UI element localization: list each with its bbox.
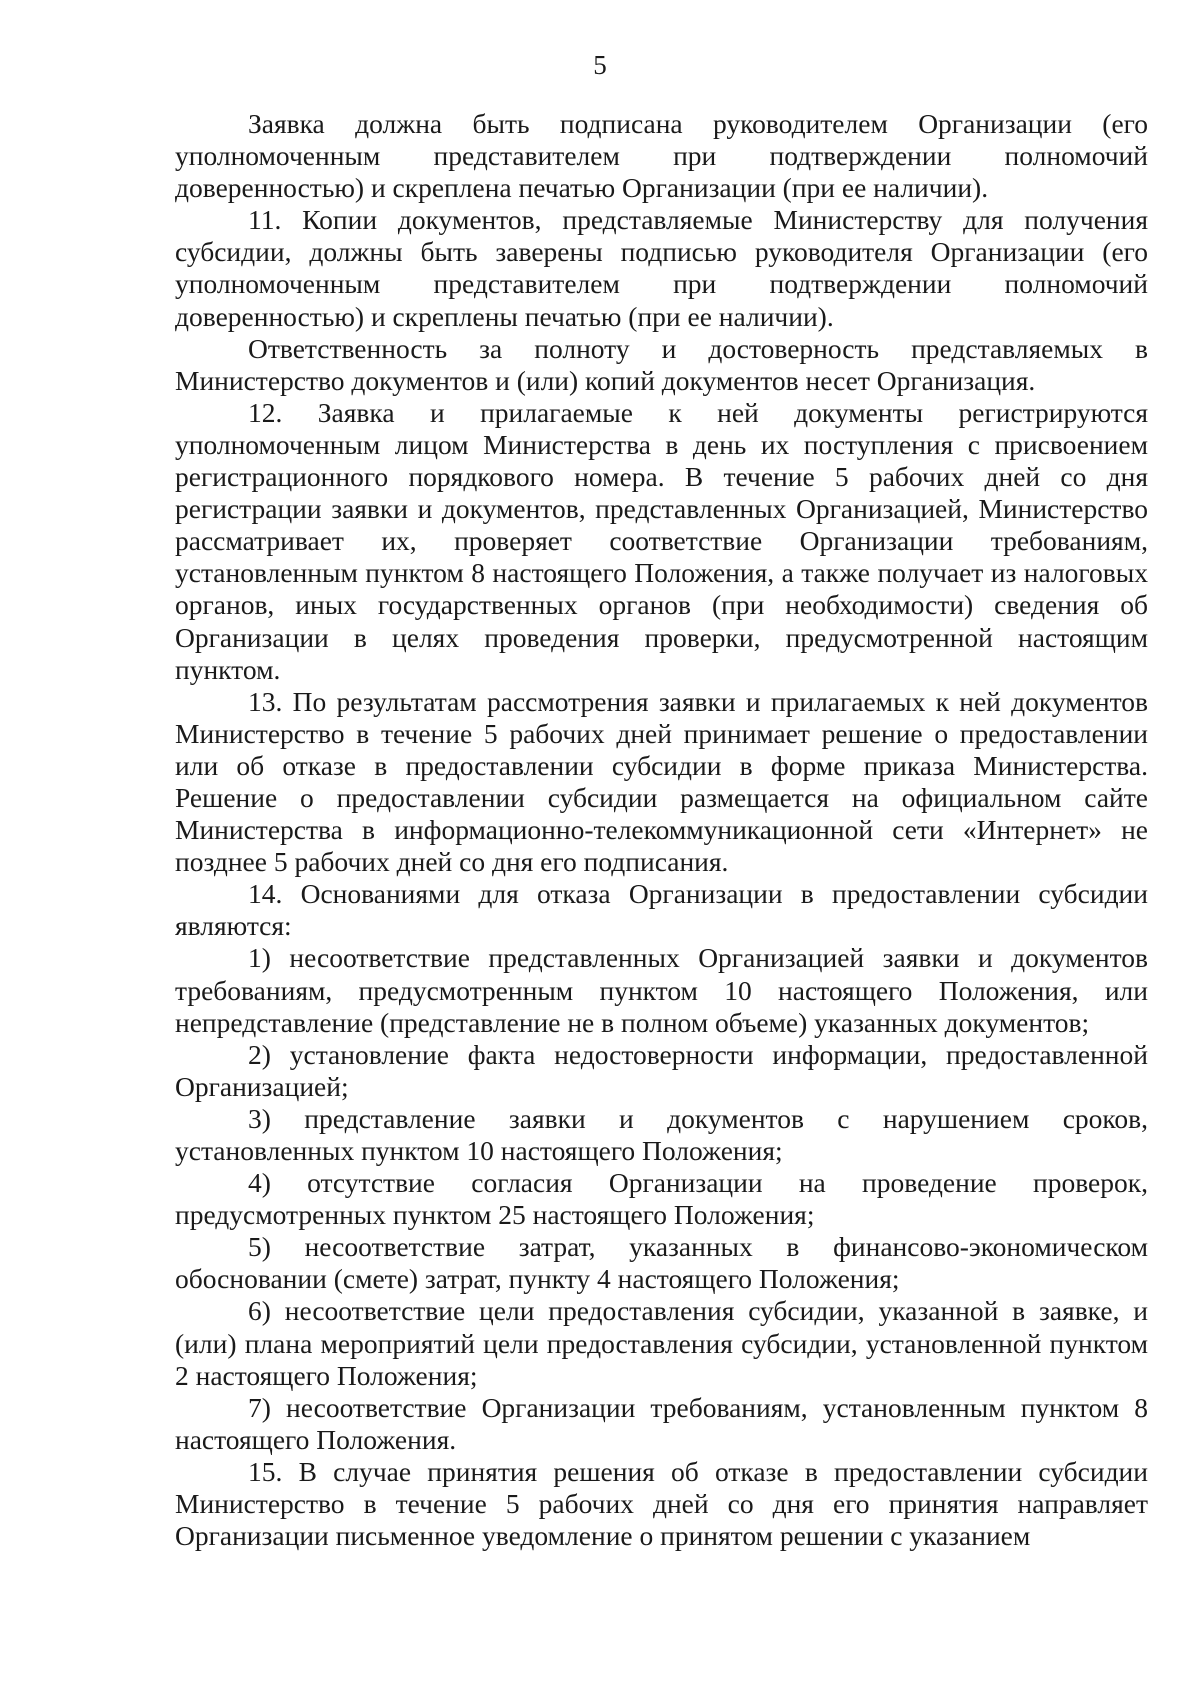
refusal-reason-5: 5) несоответствие затрат, указанных в финансово-экономическом обосновании (смете) затрат, пункту 4 настоящего Положения; — [175, 1231, 1148, 1295]
paragraph-responsibility: Ответственность за полноту и достоверность представляемых в Министерство документов и (или) копий документов несет Организация. — [175, 332, 1148, 396]
paragraph-11: 11. Копии документов, представляемые Министерству для получения субсидии, должны быть заверены подписью руководителя Организации (его уполномоченным представителем при подтверждении полномочий доверенностью) и скреплены печатью (при ее наличии). — [175, 204, 1148, 332]
refusal-reason-2: 2) установление факта недостоверности информации, предоставленной Организацией; — [175, 1038, 1148, 1102]
refusal-reason-3: 3) представление заявки и документов с нарушением сроков, установленных пунктом 10 настоящего Положения; — [175, 1102, 1148, 1166]
refusal-reason-6: 6) несоответствие цели предоставления субсидии, указанной в заявке, и (или) плана мероприятий цели предоставления субсидии, установленной пунктом 2 настоящего Положения; — [175, 1295, 1148, 1391]
document-body — [175, 108, 1148, 1552]
paragraph-12: 12. Заявка и прилагаемые к ней документы регистрируются уполномоченным лицом Министерства в день их поступления с присвоением регистрационного порядкового номера. В течение 5 рабочих дней со дня регистрации заявки и документов, представленных Организацией, Министерство рассматривает их, проверяет соответствие Организации требованиям, установленным пунктом 8 настоящего Положения, а также получает из налоговых органов, иных государственных органов (при необходимости) сведения об Организации в целях проведения проверки, предусмотренной настоящим пунктом. — [175, 396, 1148, 685]
refusal-reason-1: 1) несоответствие представленных Организацией заявки и документов требованиям, предусмотренным пунктом 10 настоящего Положения, или непредставление (представление не в полном объеме) указанных документов; — [175, 942, 1148, 1038]
refusal-reason-7: 7) несоответствие Организации требованиям, установленным пунктом 8 настоящего Положения. — [175, 1391, 1148, 1455]
page-number: 5 — [593, 50, 607, 80]
refusal-reason-4: 4) отсутствие согласия Организации на проведение проверок, предусмотренных пунктом 25 настоящего Положения; — [175, 1167, 1148, 1231]
paragraph-14: 14. Основаниями для отказа Организации в предоставлении субсидии являются: — [175, 878, 1148, 942]
paragraph-13: 13. По результатам рассмотрения заявки и прилагаемых к ней документов Министерство в течение 5 рабочих дней принимает решение о предоставлении или об отказе в предоставлении субсидии в форме приказа Министерства. Решение о предоставлении субсидии размещается на официальном сайте Министерства в информационно-телекоммуникационной сети «Интернет» не позднее 5 рабочих дней со дня его подписания. — [175, 685, 1148, 878]
paragraph-signature-requirement: Заявка должна быть подписана руководителем Организации (его уполномоченным представителем при подтверждении полномочий доверенностью) и скреплена печатью Организации (при ее наличии). — [175, 108, 1148, 204]
paragraph-15: 15. В случае принятия решения об отказе в предоставлении субсидии Министерство в течение 5 рабочих дней со дня его принятия направляет Организации письменное уведомление о принятом решении с указанием — [175, 1455, 1148, 1552]
